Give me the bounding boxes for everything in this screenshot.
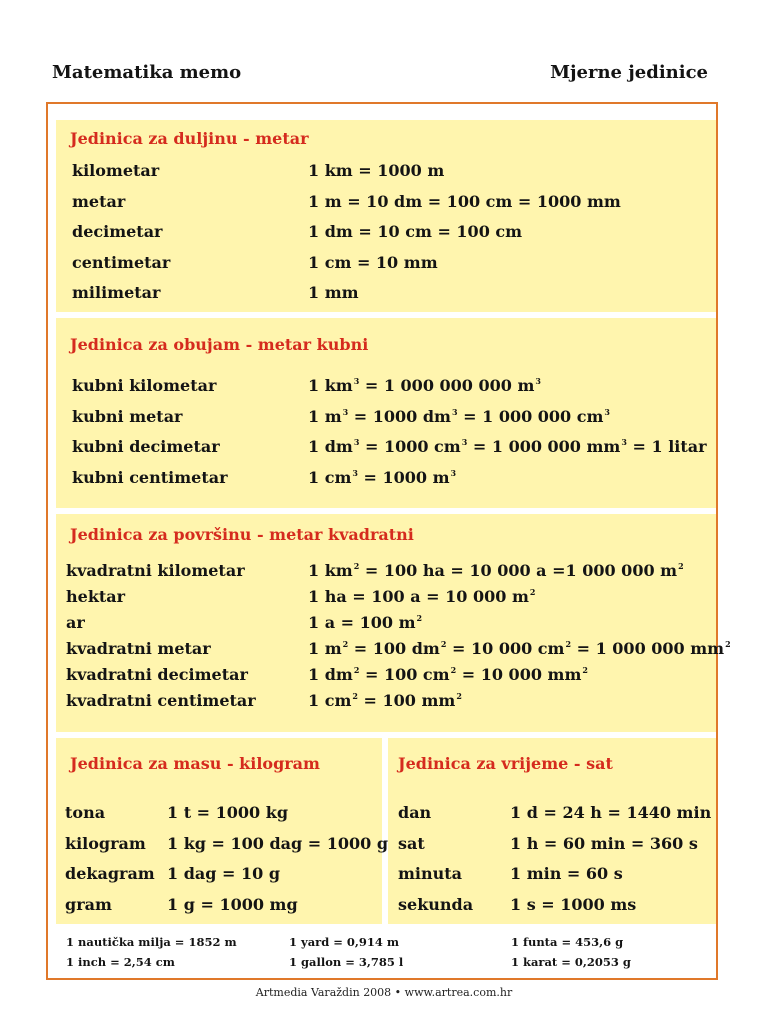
exponent: 2 — [450, 665, 457, 675]
unit-conversion: 1 km = 1000 m — [308, 161, 445, 180]
footnote-yard: 1 yard = 0,914 m — [289, 935, 400, 949]
exponent: 3 — [342, 406, 349, 417]
footnote-gallon: 1 gallon = 3,785 l — [289, 955, 404, 969]
exponent: 3 — [352, 467, 358, 478]
exponent: 3 — [450, 467, 457, 478]
header-subtitle: Mjerne jedinice — [550, 62, 708, 83]
unit-name: kvadratni decimetar — [66, 665, 248, 684]
unit-name: dekagram — [65, 864, 155, 883]
footnote-nautical-mile: 1 nautička milja = 1852 m — [66, 935, 237, 949]
unit-name: dan — [398, 803, 432, 822]
unit-name: kubni kilometar — [72, 376, 217, 395]
unit-conversion: 1 m = 10 dm = 100 cm = 1000 mm — [308, 191, 621, 211]
exponent: 2 — [440, 639, 447, 649]
footnote-carat: 1 karat = 0,2053 g — [511, 955, 631, 969]
unit-conversion: 1 dm = 10 cm = 100 cm — [308, 222, 523, 241]
exponent: 2 — [456, 691, 462, 701]
unit-conversion: 1 ha = 100 a = 10 000 $m^2$ — [308, 587, 536, 606]
unit-name: metar — [72, 191, 126, 211]
mass-title: Jedinica za masu - kilogram — [70, 754, 320, 773]
exponent: 2 — [353, 665, 360, 675]
unit-name: kilogram — [65, 833, 146, 853]
exponent: 3 — [535, 376, 541, 386]
exponent: 2 — [416, 613, 423, 623]
time-title: Jedinica za vrijeme - sat — [398, 754, 613, 773]
unit-conversion: 1 mm — [308, 283, 359, 302]
exponent: 3 — [353, 437, 360, 447]
unit-name: kubni centimetar — [72, 467, 228, 487]
area-title: Jedinica za površinu - metar kvadratni — [70, 525, 414, 544]
unit-name: hektar — [66, 587, 126, 606]
unit-conversion: 1 h = 60 min = 360 s — [510, 833, 698, 853]
exponent: 3 — [451, 406, 458, 417]
unit-conversion: 1 min = 60 s — [510, 864, 623, 883]
footnote-inch: 1 inch = 2,54 cm — [66, 955, 175, 969]
unit-conversion: 1 d = 24 h = 1440 min — [510, 803, 712, 822]
unit-name: sekunda — [398, 894, 474, 914]
unit-conversion: 1 t = 1000 kg — [167, 803, 289, 822]
unit-conversion: 1 s = 1000 ms — [510, 894, 637, 914]
exponent: 3 — [604, 406, 610, 417]
volume-title: Jedinica za obujam - metar kubni — [70, 335, 369, 354]
exponent: 3 — [353, 376, 360, 386]
exponent: 2 — [529, 587, 536, 597]
unit-conversion: 1 cm = 10 mm — [308, 252, 438, 272]
unit-name: kilometar — [72, 161, 160, 180]
unit-name: kubni metar — [72, 406, 183, 426]
unit-conversion: 1 $m^3 = 1000$ $dm^3 = 1$ 000 000 $cm^3$ — [308, 406, 610, 426]
unit-conversion: 1 dag = 10 g — [167, 864, 281, 883]
unit-conversion: 1 $dm^2 = 100$ $cm^2 = 10$ 000 $mm^2$ — [308, 665, 588, 684]
unit-conversion: 1 a = 100 $m^2$ — [308, 613, 423, 632]
unit-name: kvadratni metar — [66, 639, 211, 658]
exponent: 2 — [342, 639, 349, 649]
unit-name: minuta — [398, 864, 463, 883]
unit-conversion: 1 $dm^3 = 1000$ $cm^3 = 1$ 000 000 $mm^3 = 1$ litar — [308, 437, 707, 456]
unit-name: kvadratni centimetar — [66, 691, 256, 710]
exponent: 2 — [565, 639, 572, 649]
footnote-pound: 1 funta = 453,6 g — [511, 935, 624, 949]
unit-name: kubni decimetar — [72, 437, 220, 456]
header-title: Matematika memo — [52, 62, 242, 83]
exponent: 2 — [353, 561, 360, 571]
exponent: 2 — [725, 639, 731, 649]
unit-name: centimetar — [72, 252, 171, 272]
unit-conversion: 1 kg = 100 dag = 1000 g — [167, 833, 389, 853]
unit-name: decimetar — [72, 222, 163, 241]
exponent: 2 — [582, 665, 588, 675]
unit-name: ar — [66, 613, 85, 632]
unit-name: sat — [398, 833, 425, 853]
exponent: 2 — [352, 691, 358, 701]
unit-name: tona — [65, 803, 106, 822]
exponent: 3 — [621, 437, 627, 447]
exponent: 3 — [461, 437, 468, 447]
unit-name: kvadratni kilometar — [66, 561, 245, 580]
unit-conversion: 1 $cm^2 = 100$ $mm^2$ — [308, 691, 462, 710]
unit-conversion: 1 g = 1000 mg — [167, 894, 298, 914]
unit-conversion: 1 $km^2 = 100$ ha = 10 000 a =1 000 000 $m^2$ — [308, 561, 684, 580]
unit-conversion: 1 $m^2 = 100$ $dm^2 = 10$ 000 $cm^2 = 1$ 000 000 $mm^2$ — [308, 639, 731, 658]
publisher-credit: Artmedia Varaždin 2008 • www.artrea.com.hr — [255, 986, 513, 999]
unit-name: gram — [65, 894, 112, 914]
length-title: Jedinica za duljinu - metar — [70, 129, 309, 148]
unit-name: milimetar — [72, 283, 161, 302]
unit-conversion: 1 $cm^3 = 1000$ $m^3$ — [308, 467, 457, 487]
unit-conversion: 1 $km^3 = 1$ 000 000 000 $m^3$ — [308, 376, 541, 395]
exponent: 2 — [678, 561, 684, 571]
